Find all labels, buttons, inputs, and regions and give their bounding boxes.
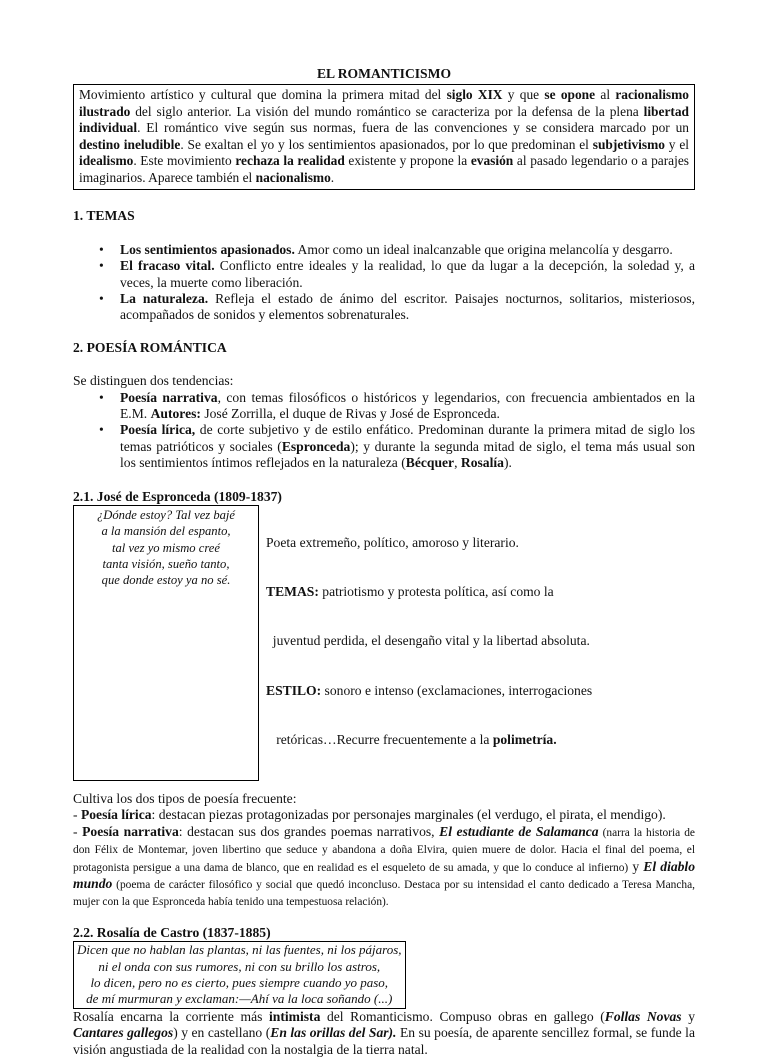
- rich-text: [120, 242, 673, 257]
- document-title: EL ROMANTICISMO: [316, 66, 452, 81]
- rich-text: [266, 535, 592, 551]
- bold-text: siglo XIX: [446, 87, 503, 103]
- poesia-list: [73, 390, 695, 472]
- text-run: ); y durante la segunda mitad de siglo, el tema más usual son los sentimientos íntimos reflejados en la naturaleza (: [120, 438, 695, 471]
- bold-text: Poesía lírica: [80, 807, 152, 823]
- bold-text: Autores:: [150, 406, 201, 422]
- bold-text: El estudiante de Salamanca: [439, 823, 599, 839]
- bold-text: Los sentimientos apasionados.: [120, 241, 295, 257]
- rich-text: [266, 633, 592, 649]
- poem-line: ¿Dónde estoy? Tal vez bajé: [96, 508, 236, 523]
- text-run: y: [628, 858, 644, 874]
- text-run: (poema de carácter filosófico y social que quedó inconcluso. Destaca por su intensidad el canto dedicado a Teresa Mancha, mujer con la que Espronceda había tenido una tempestuosa relación).: [73, 879, 695, 909]
- bold-text: se opone: [544, 87, 596, 103]
- bold-text: El diablo mundo: [73, 858, 696, 892]
- rich-text: [266, 683, 592, 699]
- text-run: ,: [454, 455, 461, 471]
- poem-line: a la mansión del espanto,: [101, 524, 231, 539]
- text-run: . Se exaltan el yo y los sentimientos apasionados, por lo que predominan el: [180, 136, 593, 152]
- bold-text: La naturaleza.: [120, 291, 209, 307]
- poem-line: tanta visión, sueño tanto,: [102, 556, 230, 571]
- text-run: y el: [664, 136, 689, 152]
- bullet-icon: •: [99, 422, 104, 438]
- espronceda-row: [73, 505, 695, 781]
- rich-text: [120, 422, 695, 470]
- text-run: .: [330, 169, 335, 185]
- text-run: y: [681, 1008, 695, 1024]
- bold-text: polimetría.: [492, 731, 557, 747]
- lirica-text: [73, 807, 695, 823]
- rich-text: [120, 291, 695, 322]
- narrativa-text: [73, 824, 695, 911]
- text-run: , con temas filosóficos o históricos y legendarios, con frecuencia ambientados en la E.M.: [120, 389, 696, 422]
- bold-text: Rosalía: [460, 455, 504, 471]
- text-run: existente y propone la: [344, 153, 471, 169]
- bold-text: En las orillas del Sar).: [270, 1025, 397, 1041]
- bold-text: TEMAS:: [266, 584, 319, 600]
- bold-text: ESTILO:: [266, 682, 322, 698]
- poesia-intro: Se distinguen dos tendencias:: [73, 373, 234, 389]
- text-run: al pasado legendario o a parajes imaginarios. Aparece también el: [79, 153, 689, 185]
- text-run: (narra la historia de don Félix de Montemar, joven libertino que seduce y abandona a doña Elvira, quien muere de dolor. Hacia el final del poema, el protagonista persigue a una dama de blanco, que en realidad es el esqueleto de su amada, y que lo conduce al infierno): [73, 826, 695, 874]
- bullet-icon: •: [99, 258, 104, 274]
- poem-line: de mí murmuran y exclaman:—Ahí va la loca soñando (...): [86, 991, 393, 1007]
- section-poesia-heading: 2. POESÍA ROMÁNTICA: [73, 339, 227, 355]
- rosalia-heading: 2.2. Rosalía de Castro (1837-1885): [73, 924, 271, 940]
- list-item: [73, 422, 695, 471]
- intro-text: [79, 87, 689, 185]
- bold-text: evasión: [470, 153, 514, 169]
- text-run: del Romanticismo. Compuso obras en gallego (: [320, 1008, 605, 1024]
- text-run: al: [595, 87, 616, 103]
- text-run: : destacan piezas protagonizadas por personajes marginales (el verdugo, el pirata, el mendigo).: [151, 807, 666, 823]
- text-run: Refleja el estado de ánimo del escritor. Paisajes nocturnos, solitarios, misteriosos, acompañados de sonidos y elementos sobrenaturales.: [120, 291, 695, 323]
- text-run: retóricas…Recurre frecuentemente a la: [266, 731, 493, 747]
- text-run: : destacan sus dos grandes poemas narrativos,: [178, 823, 440, 839]
- bullet-icon: •: [99, 389, 104, 405]
- espronceda-heading: 2.1. José de Espronceda (1809-1837): [73, 488, 282, 504]
- text-run: -: [73, 807, 81, 823]
- text-run: Rosalía encarna la corriente más: [73, 1008, 270, 1024]
- bold-text: Cantares gallegos: [73, 1025, 174, 1041]
- list-item: [73, 390, 695, 423]
- text-run: En su poesía, de aparente sencillez formal, se funde la visión angustiada de la realidad con la nostalgia de la tierra natal.: [73, 1025, 695, 1057]
- text-run: Poeta extremeño, político, amoroso y literario.: [266, 534, 519, 550]
- text-run: patriotismo y protesta política, así como la: [318, 584, 554, 600]
- rich-text: [266, 732, 592, 748]
- bullet-icon: •: [99, 291, 104, 307]
- bold-text: destino ineludible: [79, 136, 181, 152]
- list-item: [73, 258, 695, 291]
- document-page: [73, 66, 695, 1058]
- text-run: . Este movimiento: [133, 153, 236, 169]
- text-run: . El romántico vive según sus normas, fuera de las convenciones y se considera marcado por un: [137, 120, 689, 136]
- text-run: Conflicto entre ideales y la realidad, lo que da lugar a la decepción, la soledad y, a veces, la muerte como liberación.: [120, 258, 695, 290]
- rich-text: [266, 584, 592, 600]
- bold-text: nacionalismo: [255, 169, 331, 185]
- bold-text: subjetivismo: [592, 136, 665, 152]
- bold-text: Poesía lírica,: [120, 422, 196, 438]
- bold-text: idealismo: [79, 153, 134, 169]
- list-item: [73, 242, 695, 258]
- text-run: del siglo anterior. La visión del mundo romántico se caracteriza por la defensa de la plena: [130, 103, 644, 119]
- bold-text: Poesía narrativa: [82, 823, 179, 839]
- poem-line: lo dicen, pero no es cierto, pues siempre cuando yo paso,: [90, 975, 389, 991]
- poem-line: tal vez yo mismo creé: [112, 540, 220, 555]
- bold-text: rechaza la realidad: [235, 153, 345, 169]
- espronceda-poem-box: [73, 505, 259, 781]
- text-run: ) y en castellano (: [173, 1025, 271, 1041]
- espronceda-summary: [266, 502, 592, 781]
- text-run: ).: [503, 455, 512, 471]
- poem-line: Dicen que no hablan las plantas, ni las fuentes, ni los pájaros,: [77, 942, 402, 958]
- bold-text: libertad individual: [79, 103, 689, 136]
- bullet-icon: •: [99, 241, 104, 257]
- intro-box: [73, 84, 695, 190]
- section-temas-heading: 1. TEMAS: [73, 208, 135, 224]
- text-run: juventud perdida, el desengaño vital y la libertad absoluta.: [266, 633, 590, 649]
- text-run: sonoro e intenso (exclamaciones, interrogaciones: [321, 682, 593, 698]
- bold-text: Poesía narrativa: [120, 389, 218, 405]
- bold-text: El fracaso vital.: [120, 258, 215, 274]
- bold-text: intimista: [269, 1008, 321, 1024]
- temas-list: [73, 242, 695, 324]
- bold-text: Bécquer: [405, 455, 455, 471]
- rosalia-text: [73, 1009, 695, 1058]
- text-run: Amor como un ideal inalcanzable que origina melancolía y desgarro.: [294, 241, 673, 257]
- rich-text: [120, 390, 695, 421]
- text-run: -: [73, 823, 83, 839]
- cultiva-text: Cultiva los dos tipos de poesía frecuente:: [73, 791, 297, 806]
- text-run: de corte subjetivo y de estilo enfático. Predominan durante la primera mitad de siglo los temas patrióticos y sociales (: [120, 422, 695, 454]
- list-item: [73, 291, 695, 324]
- rosalia-poem-box: [73, 941, 406, 1009]
- bold-text: Espronceda: [281, 438, 351, 454]
- text-run: y que: [502, 87, 545, 103]
- bold-text: racionalismo ilustrado: [79, 87, 689, 119]
- rich-text: [120, 258, 695, 289]
- poem-line: ni el onda con sus rumores, ni con su brillo los astros,: [98, 958, 381, 974]
- poem-line: que donde estoy ya no sé.: [101, 572, 231, 587]
- text-run: Movimiento artístico y cultural que domina la primera mitad del: [79, 87, 447, 103]
- bold-text: Follas Novas: [604, 1008, 682, 1024]
- text-run: José Zorrilla, el duque de Rivas y José de Espronceda.: [200, 406, 500, 422]
